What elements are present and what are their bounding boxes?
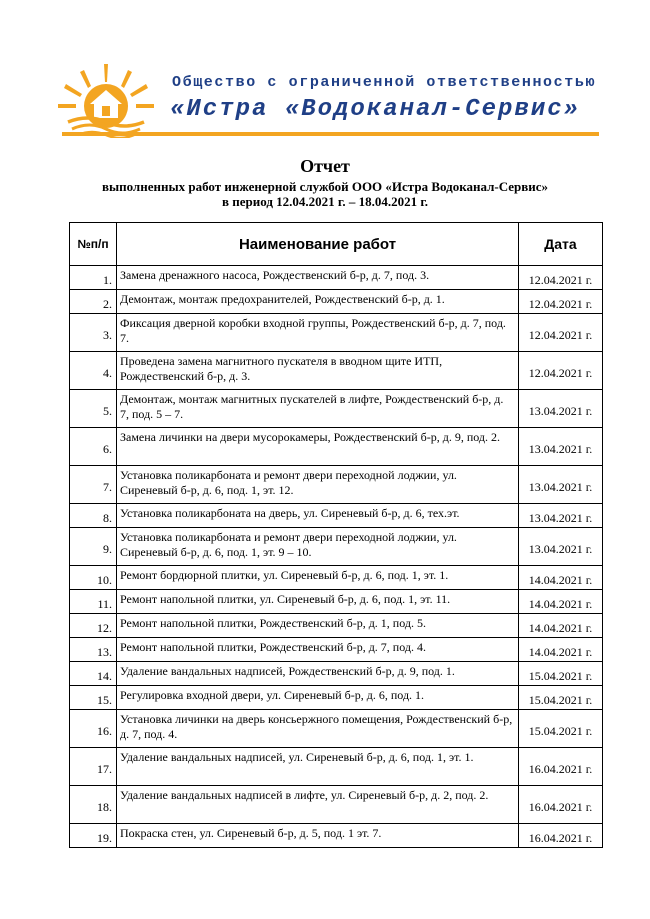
table-row — [70, 428, 603, 466]
table-row — [70, 662, 603, 686]
table-row — [70, 528, 603, 566]
table-row — [70, 290, 603, 314]
row-work-name: Проведена замена магнитного пускателя в вводном щите ИТП, Рождественский б-р, д. 3. — [117, 352, 519, 390]
row-number: 3. — [70, 314, 117, 352]
row-work-name: Регулировка входной двери, ул. Сиреневый б-р, д. 6, под. 1. — [117, 686, 519, 710]
row-date: 15.04.2021 г. — [519, 686, 603, 710]
table-row — [70, 504, 603, 528]
table-row — [70, 748, 603, 786]
row-work-name: Ремонт бордюрной плитки, ул. Сиреневый б-р, д. 6, под. 1, эт. 1. — [117, 566, 519, 590]
row-number: 16. — [70, 710, 117, 748]
row-work-name: Установка личинки на дверь консьержного помещения, Рождественский б-р, д. 7, под. 4. — [117, 710, 519, 748]
row-work-name: Замена дренажного насоса, Рождественский б-р, д. 7, под. 3. — [117, 266, 519, 290]
row-number: 8. — [70, 504, 117, 528]
row-work-name: Демонтаж, монтаж магнитных пускателей в лифте, Рождественский б-р, д. 7, под. 5 – 7. — [117, 390, 519, 428]
row-work-name: Фиксация дверной коробки входной группы, Рождественский б-р, д. 7, под. 7. — [117, 314, 519, 352]
header-number: №п/п — [70, 223, 117, 266]
row-date: 13.04.2021 г. — [519, 390, 603, 428]
row-date: 12.04.2021 г. — [519, 290, 603, 314]
row-work-name: Установка поликарбоната и ремонт двери переходной лоджии, ул. Сиреневый б-р, д. 6, под. 1, эт. 9 – 10. — [117, 528, 519, 566]
row-work-name: Ремонт напольной плитки, ул. Сиреневый б-р, д. 6, под. 1, эт. 11. — [117, 590, 519, 614]
table-row — [70, 590, 603, 614]
row-date: 14.04.2021 г. — [519, 614, 603, 638]
row-work-name: Ремонт напольной плитки, Рождественский б-р, д. 1, под. 5. — [117, 614, 519, 638]
table-row — [70, 466, 603, 504]
table-header-row — [70, 223, 603, 266]
row-number: 12. — [70, 614, 117, 638]
row-work-name: Демонтаж, монтаж предохранителей, Рождественский б-р, д. 1. — [117, 290, 519, 314]
report-period: в период 12.04.2021 г. – 18.04.2021 г. — [221, 194, 429, 209]
header-name: Наименование работ — [117, 223, 519, 266]
table-row — [70, 686, 603, 710]
row-date: 12.04.2021 г. — [519, 266, 603, 290]
row-date: 15.04.2021 г. — [519, 710, 603, 748]
row-number: 14. — [70, 662, 117, 686]
row-number: 5. — [70, 390, 117, 428]
row-number: 9. — [70, 528, 117, 566]
row-work-name: Ремонт напольной плитки, Рождественский б-р, д. 7, под. 4. — [117, 638, 519, 662]
row-work-name: Удаление вандальных надписей, Рождественский б-р, д. 9, под. 1. — [117, 662, 519, 686]
row-work-name: Удаление вандальных надписей в лифте, ул. Сиреневый б-р, д. 2, под. 2. — [117, 786, 519, 824]
table-row — [70, 390, 603, 428]
table-row — [70, 614, 603, 638]
row-number: 15. — [70, 686, 117, 710]
row-date: 16.04.2021 г. — [519, 824, 603, 848]
row-number: 13. — [70, 638, 117, 662]
row-number: 4. — [70, 352, 117, 390]
table-row — [70, 638, 603, 662]
header-date: Дата — [519, 223, 603, 266]
row-date: 14.04.2021 г. — [519, 590, 603, 614]
header-divider — [62, 132, 599, 136]
row-date: 13.04.2021 г. — [519, 528, 603, 566]
row-date: 15.04.2021 г. — [519, 662, 603, 686]
row-work-name: Покраска стен, ул. Сиреневый б-р, д. 5, под. 1 эт. 7. — [117, 824, 519, 848]
row-number: 17. — [70, 748, 117, 786]
row-date: 13.04.2021 г. — [519, 428, 603, 466]
row-work-name: Замена личинки на двери мусорокамеры, Рождественский б-р, д. 9, под. 2. — [117, 428, 519, 466]
report-subtitle: выполненных работ инженерной службой ООО «Истра Водоканал-Сервис» — [101, 179, 549, 194]
row-number: 7. — [70, 466, 117, 504]
row-date: 16.04.2021 г. — [519, 748, 603, 786]
table-row — [70, 566, 603, 590]
table-row — [70, 824, 603, 848]
row-date: 16.04.2021 г. — [519, 786, 603, 824]
table-row — [70, 314, 603, 352]
table-row — [70, 266, 603, 290]
row-number: 11. — [70, 590, 117, 614]
row-number: 19. — [70, 824, 117, 848]
row-number: 2. — [70, 290, 117, 314]
sun-house-logo-icon — [58, 62, 154, 138]
table-row — [70, 352, 603, 390]
row-number: 1. — [70, 266, 117, 290]
table-row — [70, 710, 603, 748]
company-legal-form: Общество с ограниченной ответственностью — [172, 74, 597, 91]
company-name: «Истра «Водоканал-Сервис» — [170, 96, 581, 123]
letterhead — [0, 0, 650, 140]
row-date: 12.04.2021 г. — [519, 352, 603, 390]
row-number: 6. — [70, 428, 117, 466]
works-table — [69, 222, 603, 848]
table-row — [70, 786, 603, 824]
row-work-name: Установка поликарбоната и ремонт двери переходной лоджии, ул. Сиреневый б-р, д. 6, под. 1, эт. 12. — [117, 466, 519, 504]
report-title: Отчет — [300, 156, 350, 176]
row-number: 18. — [70, 786, 117, 824]
row-date: 12.04.2021 г. — [519, 314, 603, 352]
row-number: 10. — [70, 566, 117, 590]
row-date: 13.04.2021 г. — [519, 466, 603, 504]
row-date: 14.04.2021 г. — [519, 566, 603, 590]
row-date: 14.04.2021 г. — [519, 638, 603, 662]
row-work-name: Установка поликарбоната на дверь, ул. Сиреневый б-р, д. 6, тех.эт. — [117, 504, 519, 528]
row-work-name: Удаление вандальных надписей, ул. Сиреневый б-р, д. 6, под. 1, эт. 1. — [117, 748, 519, 786]
row-date: 13.04.2021 г. — [519, 504, 603, 528]
